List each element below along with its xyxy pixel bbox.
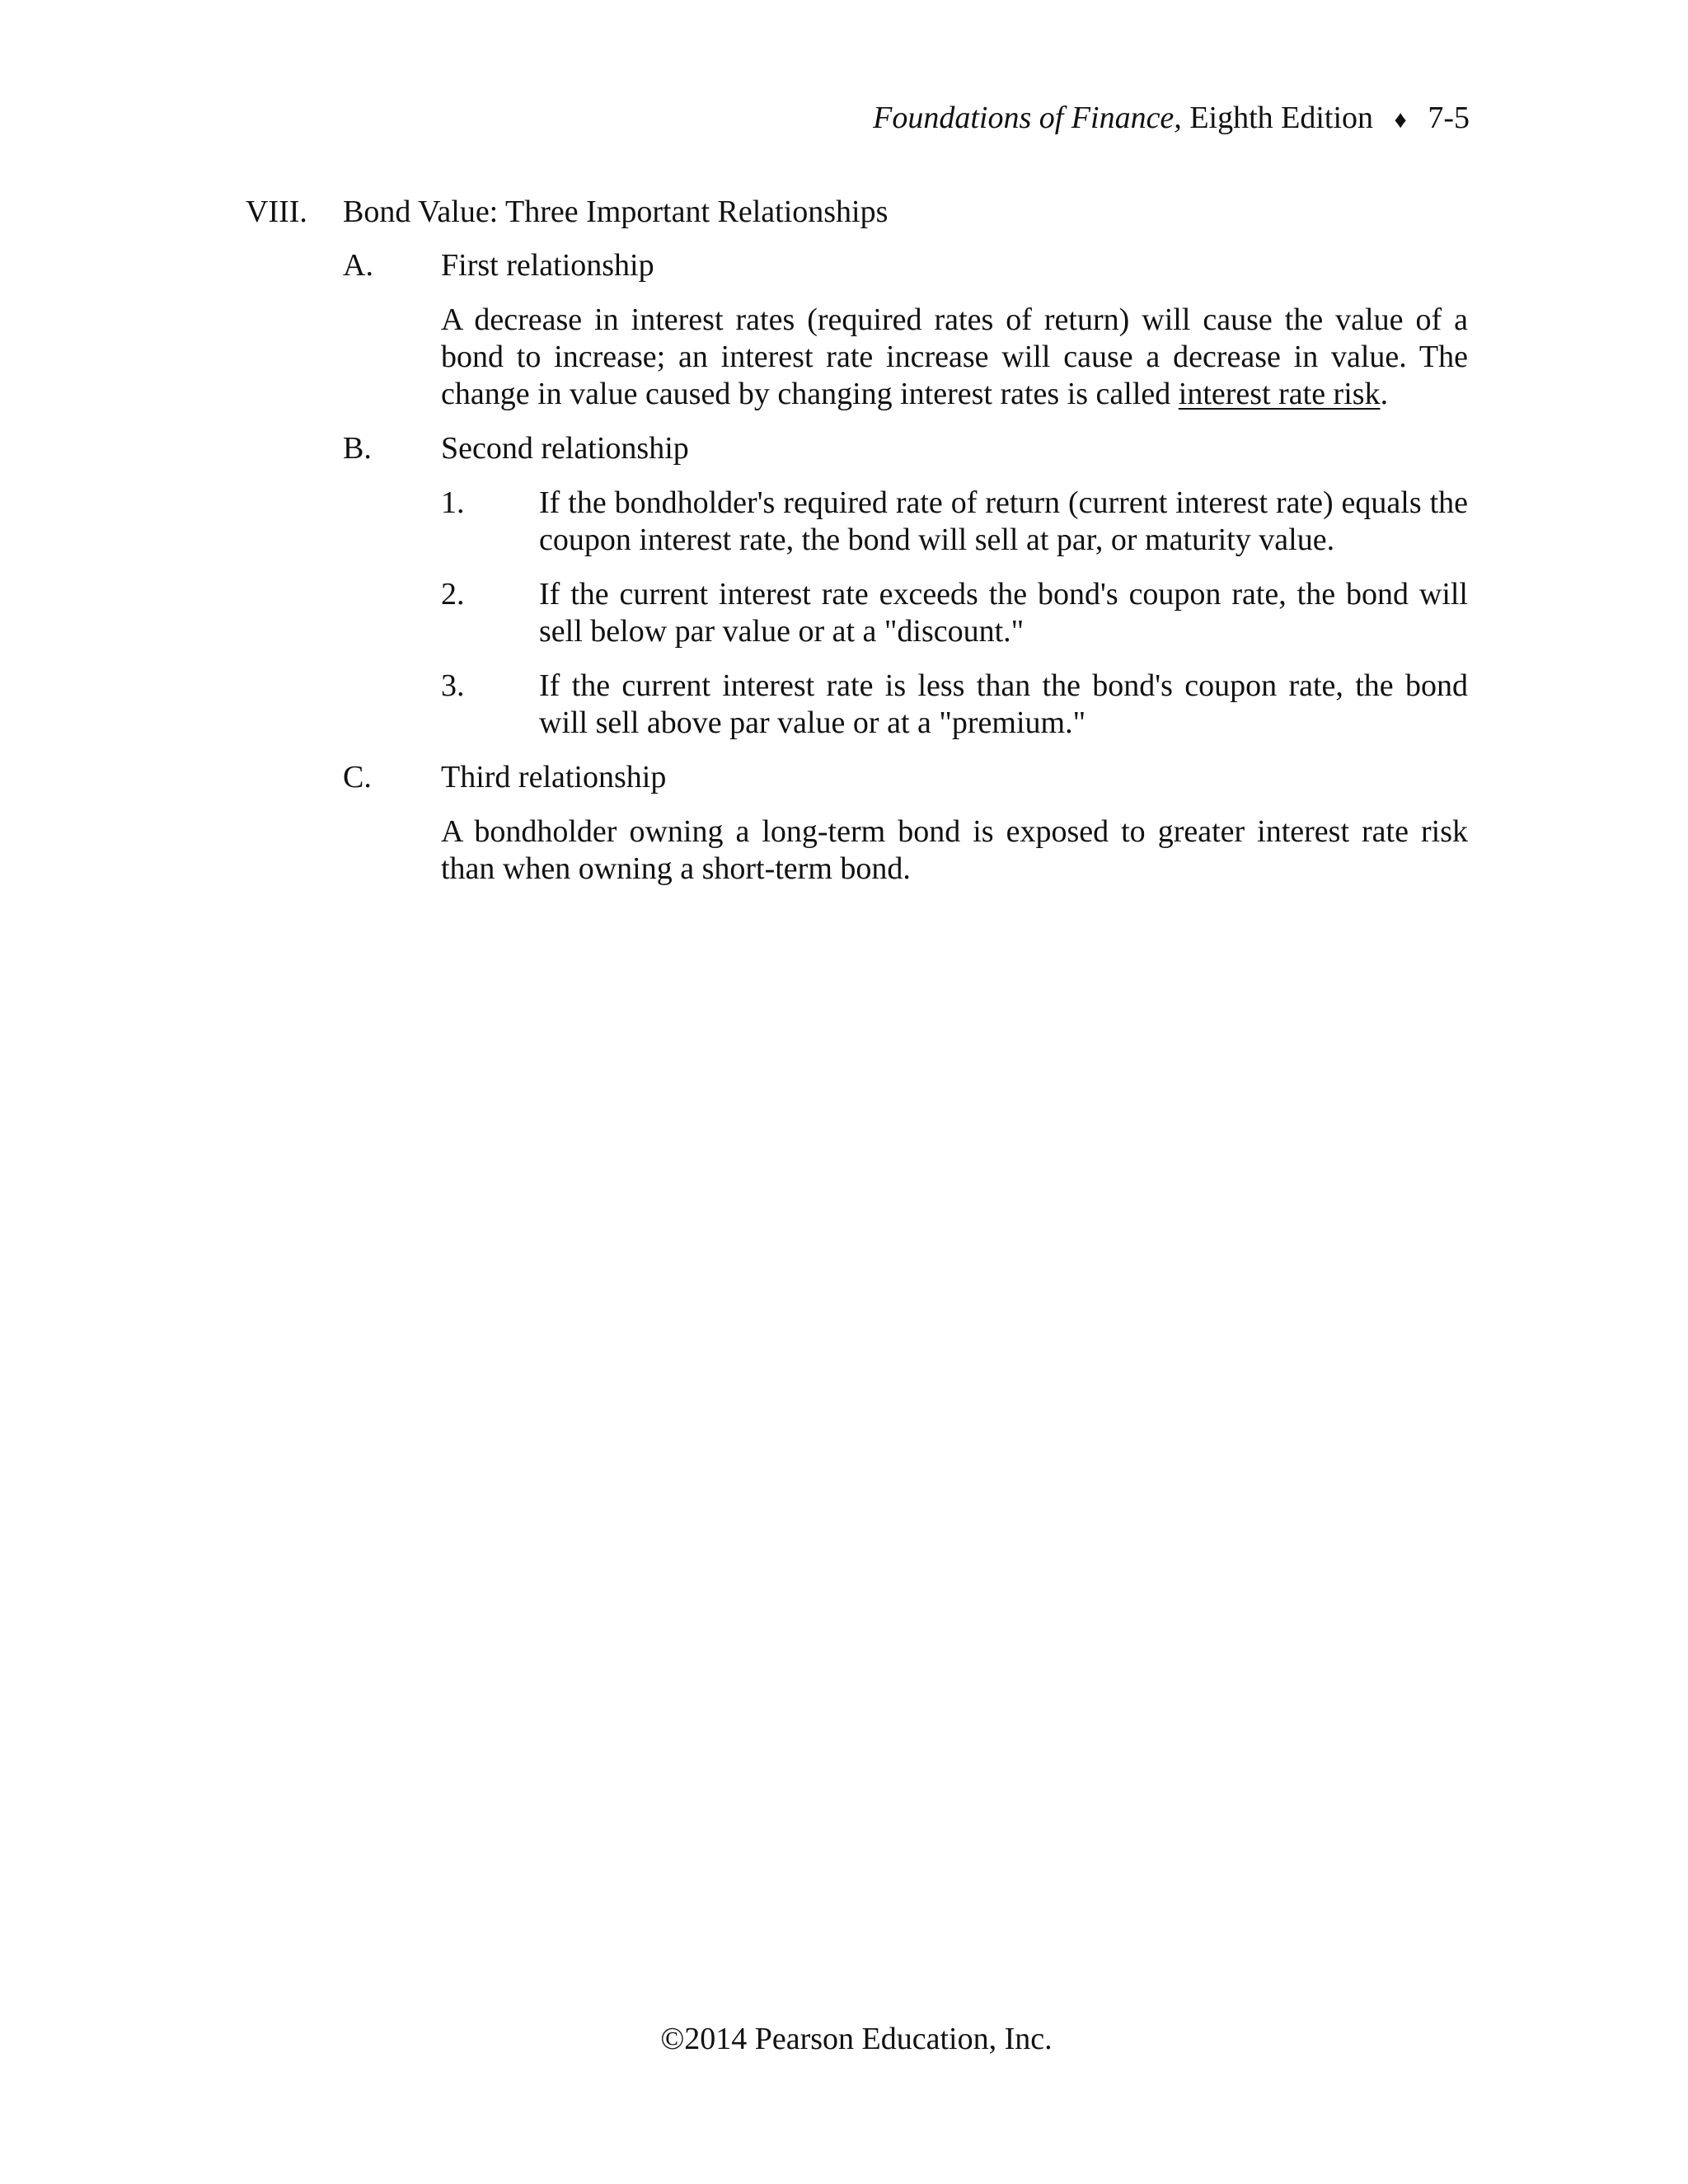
- point-2-text: If the current interest rate exceeds the bond's coupon rate, the bond will sell below par value or at a "discount.": [539, 577, 1468, 649]
- copyright-footer: ©2014 Pearson Education, Inc.: [660, 2022, 1053, 2056]
- section-title: Bond Value: Three Important Relationships: [343, 194, 889, 229]
- item-b-letter: B.: [343, 431, 372, 466]
- item-c-title: Third relationship: [441, 760, 667, 794]
- book-title: Foundations of Finance,: [873, 101, 1182, 135]
- diamond-separator-icon: ♦: [1394, 106, 1407, 134]
- point-1-number: 1.: [441, 485, 465, 520]
- item-a-body: [441, 302, 1468, 413]
- point-2-number: 2.: [441, 577, 465, 612]
- item-a-title: First relationship: [441, 248, 654, 283]
- item-a-body-text: A decrease in interest rates (required rates of return) will cause the value of a bond to increase; an interest rate increase will cause a decrease in value. The change in value caused by changing interest rates is called: [441, 302, 1468, 411]
- point-3-text: If the current interest rate is less than the bond's coupon rate, the bond will sell above par value or at a "premium.": [539, 668, 1468, 740]
- item-a-body-end: .: [1380, 377, 1389, 411]
- page-number: 7-5: [1428, 101, 1470, 135]
- point-1-text: If the bondholder's required rate of return (current interest rate) equals the coupon interest rate, the bond will sell at par, or maturity value.: [539, 485, 1468, 557]
- section-numeral: VIII.: [246, 194, 307, 229]
- item-b-title: Second relationship: [441, 431, 689, 466]
- point-3-number: 3.: [441, 668, 465, 703]
- interest-rate-risk-term: interest rate risk: [1178, 377, 1381, 411]
- item-c-body: A bondholder owning a long-term bond is exposed to greater interest rate risk than when owning a short-term bond.: [441, 814, 1468, 886]
- running-header: [873, 100, 1470, 138]
- item-a-letter: A.: [343, 248, 373, 283]
- edition: Eighth Edition: [1189, 101, 1374, 135]
- item-c-letter: C.: [343, 760, 372, 794]
